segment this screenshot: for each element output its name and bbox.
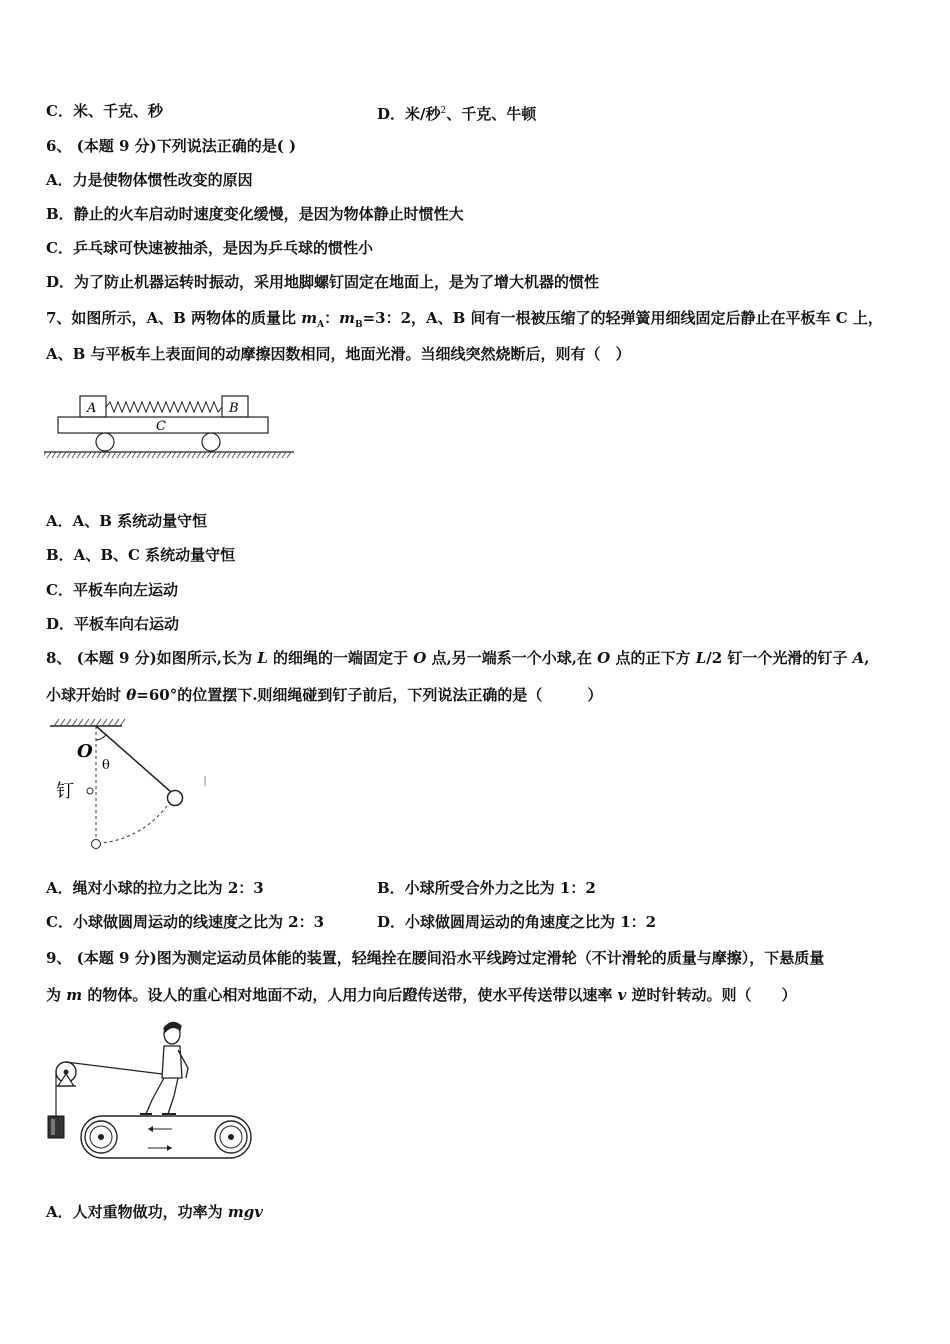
q9-stem-part: 的物体。设人的重心相对地面不动，人用力向后蹬传送带，使水平传送带以速率	[82, 986, 618, 1004]
hatch-mark	[247, 452, 251, 458]
hatch-mark	[66, 719, 71, 726]
q9-stem-part: 逆时针转动。则（ ）	[626, 986, 797, 1004]
hatch-mark	[237, 452, 241, 458]
hatch-mark	[262, 452, 266, 458]
hatch-mark	[152, 452, 156, 458]
q6-stem: 6、 (本题 9 分)下列说法正确的是( )	[46, 137, 297, 155]
q6-option-d: D．为了防止机器运转时振动，采用地脚螺钉固定在地面上，是为了增大机器的惯性	[46, 273, 600, 291]
hatch-mark	[142, 452, 146, 458]
q9-stem-line2	[46, 985, 797, 1005]
q9-stem-line1: 9、 (本题 9 分)图为测定运动员体能的装置，轻绳拴在腰间沿水平线跨过定滑轮（不计滑轮的质量与摩擦），下悬质量	[46, 949, 825, 967]
hatch-mark	[127, 452, 131, 458]
q8-point-o: O	[597, 649, 611, 667]
hatch-mark	[282, 452, 286, 458]
roller-right-axle	[228, 1134, 234, 1140]
hatch-mark	[277, 452, 281, 458]
hatch-mark	[227, 452, 231, 458]
pendulum-ball	[168, 791, 183, 806]
q8-nail-symbol: A	[852, 649, 865, 667]
q9-figure-treadmill	[44, 1016, 254, 1164]
hatch-mark	[272, 452, 276, 458]
nail-label: 钉	[56, 781, 74, 802]
hatch-mark	[67, 452, 71, 458]
hatch-mark	[287, 452, 291, 458]
runner-leg-back	[146, 1078, 164, 1114]
hatch-mark	[182, 452, 186, 458]
q5-option-d	[377, 101, 536, 124]
bottom-point	[92, 840, 101, 849]
hatch-mark	[120, 719, 125, 726]
hatch-mark	[87, 452, 91, 458]
hatch-mark	[207, 452, 211, 458]
hatch-mark	[122, 452, 126, 458]
hatch-mark	[108, 719, 113, 726]
hatch-mark	[232, 452, 236, 458]
q8-length-symbol: L	[695, 649, 707, 667]
q8-option-d: D．小球做圆周运动的角速度之比为 1：2	[377, 913, 657, 931]
q9-option-a-prefix: A．人对重物做功，功率为	[46, 1203, 228, 1221]
q5-option-d-superscript: 2	[440, 106, 447, 116]
hatch-mark	[187, 452, 191, 458]
q8-stem-line2	[46, 685, 602, 705]
block-a-label: A	[87, 401, 97, 416]
hatch-mark	[177, 452, 181, 458]
hatch-mark	[212, 452, 216, 458]
q5-option-d-prefix: D．米/秒	[377, 105, 441, 123]
hatch-mark	[197, 452, 201, 458]
hatch-mark	[72, 719, 77, 726]
hatch-mark	[167, 452, 171, 458]
hatch-mark	[84, 719, 89, 726]
q8-stem-part: 点,另一端系一个小球,在	[426, 649, 598, 667]
runner	[140, 1022, 188, 1114]
q7-stem-line2: A、B 与平板车上表面间的动摩擦因数相同，地面光滑。当细线突然烧断后，则有（ ）	[46, 345, 631, 363]
q9-option-a	[46, 1202, 263, 1222]
q8-stem-part: ,	[864, 649, 870, 667]
spring	[106, 402, 222, 412]
hatch-mark	[54, 719, 59, 726]
roller-left-axle	[98, 1134, 104, 1140]
q9-velocity-symbol: v	[617, 986, 627, 1004]
hatch-mark	[62, 452, 66, 458]
q8-point-o: O	[413, 649, 427, 667]
hatch-mark	[92, 452, 96, 458]
q6-option-c: C．乒乓球可快速被抽杀，是因为乒乓球的惯性小	[46, 239, 373, 257]
hatch-mark	[102, 452, 106, 458]
q8-option-c: C．小球做圆周运动的线速度之比为 2：3	[46, 913, 325, 931]
angle-arc	[96, 735, 106, 740]
q8-theta-symbol: θ	[126, 686, 137, 704]
q7-stem-part: =3：2，A、B 间有一根被压缩了的轻弹簧用细线固定后静止在平板车 C 上，	[362, 309, 883, 327]
ground-hatching	[44, 452, 291, 458]
hatch-mark	[97, 452, 101, 458]
q9-option-a-variable: mgv	[227, 1203, 263, 1221]
q7-mass-symbol: m	[339, 309, 355, 327]
q6-option-b: B．静止的火车启动时速度变化缓慢，是因为物体静止时惯性大	[46, 205, 464, 223]
q6-option-a: A．力是使物体惯性改变的原因	[46, 171, 253, 189]
hatch-mark	[222, 452, 226, 458]
hatch-mark	[72, 452, 76, 458]
hatch-mark	[267, 452, 271, 458]
q8-figure-pendulum	[46, 714, 212, 856]
q7-mass-symbol: m	[301, 309, 318, 327]
q8-stem-part: /2 钉一个光滑的钉子	[706, 649, 853, 667]
hatch-mark	[217, 452, 221, 458]
q7-stem-part: 7、如图所示，A、B 两物体的质量比	[46, 309, 302, 327]
q7-option-a: A．A、B 系统动量守恒	[46, 512, 208, 530]
hatch-mark	[114, 719, 119, 726]
q8-stem-part: =60°的位置摆下.则细绳碰到钉子前后，下列说法正确的是（ ）	[136, 686, 603, 704]
hatch-mark	[112, 452, 116, 458]
hatch-mark	[157, 452, 161, 458]
q9-mass-symbol: m	[66, 986, 83, 1004]
hatch-mark	[132, 452, 136, 458]
wheel-left	[96, 433, 114, 451]
q7-option-b: B．A、B、C 系统动量守恒	[46, 546, 236, 564]
q8-option-b: B．小球所受合外力之比为 1：2	[377, 879, 596, 897]
hatch-mark	[82, 452, 86, 458]
hatch-mark	[90, 719, 95, 726]
hatch-mark	[52, 452, 56, 458]
q7-sub-a: A	[317, 320, 325, 330]
q8-option-a: A．绳对小球的拉力之比为 2：3	[46, 879, 264, 897]
hatch-mark	[47, 452, 51, 458]
q5-option-c-text: C．米、千克、秒	[46, 102, 163, 120]
q7-option-d: D．平板车向右运动	[46, 615, 180, 633]
q8-stem-line1	[46, 648, 869, 668]
hatch-mark	[162, 452, 166, 458]
hatch-mark	[102, 719, 107, 726]
hatch-mark	[78, 719, 83, 726]
q5-option-d-suffix: 、千克、牛顿	[446, 105, 537, 123]
hatch-mark	[257, 452, 261, 458]
hatch-mark	[252, 452, 256, 458]
q8-stem-part: 的细绳的一端固定于	[267, 649, 414, 667]
hatch-mark	[60, 719, 65, 726]
block-b-label: B	[229, 401, 239, 416]
q7-stem-line1	[46, 308, 883, 335]
q8-stem-part: 8、 (本题 9 分)如图所示,长为	[46, 649, 258, 667]
swing-path	[102, 806, 167, 843]
hatch-mark	[147, 452, 151, 458]
q8-stem-part: 点的正下方	[610, 649, 696, 667]
angle-label: θ	[102, 758, 110, 773]
hatch-mark	[117, 452, 121, 458]
hatch-mark	[202, 452, 206, 458]
q7-sub-b: B	[354, 320, 363, 330]
wheel-right	[202, 433, 220, 451]
q9-stem-part: 为	[46, 986, 67, 1004]
q7-option-c: C．平板车向左运动	[46, 581, 178, 599]
q8-length-symbol: L	[257, 649, 268, 667]
hatch-mark	[242, 452, 246, 458]
q5-option-c	[46, 101, 163, 121]
hatch-mark	[107, 452, 111, 458]
nail-circle	[87, 788, 93, 794]
hatch-mark	[137, 452, 141, 458]
q8-stem-part: 小球开始时	[46, 686, 127, 704]
q7-figure-cart	[44, 392, 296, 462]
runner-leg-front	[168, 1078, 178, 1114]
weight-highlight	[51, 1119, 55, 1135]
hatch-mark	[96, 719, 101, 726]
hatch-mark	[44, 452, 46, 458]
hatch-mark	[192, 452, 196, 458]
cart-label: C	[156, 419, 166, 434]
hatch-mark	[57, 452, 61, 458]
pivot-label: O	[77, 741, 93, 762]
q7-colon: ：	[324, 309, 340, 327]
hatch-mark	[77, 452, 81, 458]
ceiling-hatching	[54, 719, 125, 726]
hanging-weight	[48, 1116, 64, 1138]
horizontal-rope	[66, 1062, 162, 1074]
hatch-mark	[172, 452, 176, 458]
